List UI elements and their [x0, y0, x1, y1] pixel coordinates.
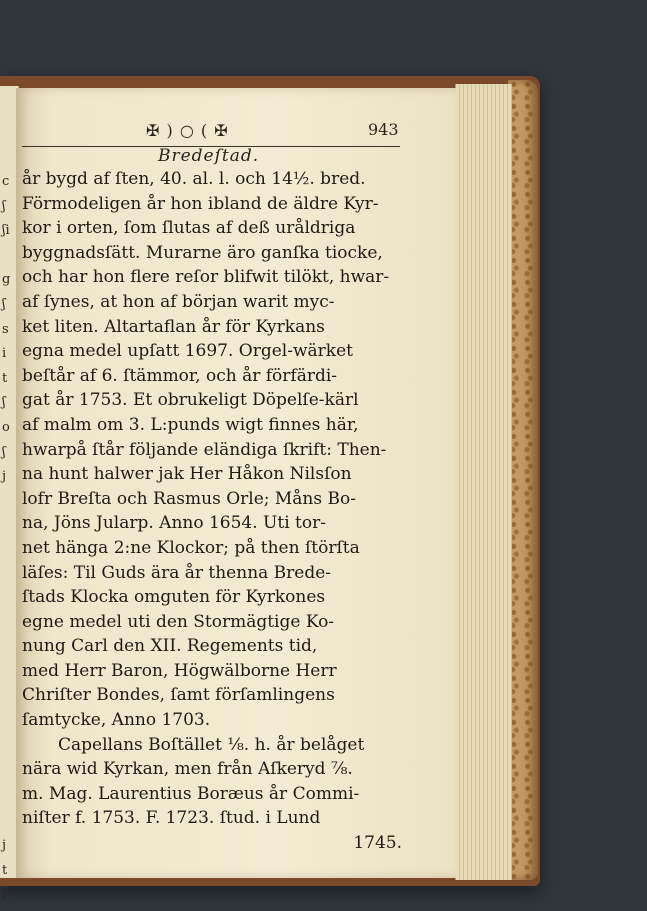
gutter-letter	[2, 736, 16, 761]
text-line: beſtår af 6. ſtämmor, och år förfärdi-	[22, 365, 338, 386]
gutter-letter: g	[2, 272, 11, 288]
gutter-letter: o	[2, 419, 10, 435]
text-line: byggnadsſätt. Murarne äro ganſka tiocke,	[22, 242, 383, 263]
text-line: af malm om 3. L:punds wigt finnes här,	[22, 414, 359, 435]
text-line: med Herr Baron, Högwälborne Herr	[22, 660, 337, 681]
gutter-letter	[2, 711, 16, 736]
gutter-letter	[2, 613, 16, 638]
gutter-letter	[2, 785, 16, 810]
text-line: år bygd af ſten, 40. al. l. och 14½. bred.	[22, 169, 366, 189]
text-line: na hunt halwer jak Her Håkon Nilsſon	[22, 464, 352, 485]
gutter-letter	[2, 662, 16, 687]
gutter-letter	[2, 809, 16, 834]
gutter-letter	[2, 490, 16, 515]
text-line: nung Carl den XII. Regements tid,	[22, 636, 318, 657]
gutter-letter: ʃ	[2, 395, 6, 411]
page-number: 943	[368, 120, 399, 139]
text-line: ſamtycke, Anno 1703.	[22, 710, 211, 731]
gutter-letter: j	[2, 838, 7, 854]
text-line: af ſynes, at hon af början warit myc-	[22, 291, 335, 312]
gutter-letter: i	[2, 346, 7, 362]
gutter-letter	[2, 686, 16, 711]
text-line: niſter f. 1753. F. 1723. ſtud. i Lund	[22, 808, 321, 829]
gutter-letter: t	[2, 370, 8, 386]
text-line: net hänga 2:ne Klockor; på then ſtörſta	[22, 537, 360, 558]
gutter-letter	[2, 760, 16, 785]
gutter-letter: r	[2, 887, 9, 903]
gutter-letter: j	[2, 469, 7, 485]
gutter-letter: ʃ	[2, 444, 6, 460]
text-line: läſes: Til Guds ära år thenna Brede-	[22, 562, 332, 583]
text-line: egna medel upſatt 1697. Orgel-wärket	[22, 341, 353, 362]
gutter-letter: ʃ	[2, 296, 6, 312]
text-line: ſtads Klocka omguten för Kyrkones	[22, 587, 326, 608]
page-text	[22, 167, 404, 856]
gutter-letter: s	[2, 321, 9, 337]
gutter-letter: ʃi	[2, 223, 10, 239]
text-line: egne medel uti den Stormägtige Ko-	[22, 611, 335, 632]
gutter-letter	[2, 514, 16, 539]
text-line: lofr Breſta och Rasmus Orle; Måns Bo-	[22, 488, 356, 509]
text-line: kor i orten, ſom ſlutas af deß uråldriga	[22, 218, 356, 239]
gutter-letter: t	[2, 862, 8, 878]
text-line: na, Jöns Jularp. Anno 1654. Uti tor-	[22, 513, 326, 534]
gutter-letter	[2, 637, 16, 662]
text-line: Förmodeligen år hon ibland de äldre Kyr-	[22, 193, 379, 214]
text-line: nära wid Kyrkan, men från Aſkeryd ⅞.	[22, 759, 353, 780]
text-line: hwarpå ſtår följande eländiga ſkrift: Then-	[22, 439, 387, 460]
gutter-letter	[2, 244, 16, 269]
text-line: ket liten. Altartaflan år för Kyrkans	[22, 316, 325, 337]
running-head: Bredeſtad.	[158, 146, 260, 166]
book-cover-edge	[508, 80, 538, 880]
gutter-letter: ʃ	[2, 198, 6, 214]
gutter-letter	[2, 539, 16, 564]
text-line: och har hon flere reſor blifwit tilökt, hwar-	[22, 267, 390, 288]
text-line: gat år 1753. Et obrukeligt Döpelſe-kärl	[22, 390, 359, 411]
gutter-letter	[2, 588, 16, 613]
text-line: m. Mag. Laurentius Boræus år Commi-	[22, 783, 360, 804]
text-line: Capellans Boſtället ⅛. h. år belåget	[58, 734, 365, 755]
text-line: 1745.	[353, 833, 402, 854]
gutter-letter: c	[2, 174, 10, 189]
gutter-letters	[2, 170, 16, 908]
header-ornament: ✠ ) ○ ( ✠	[146, 121, 229, 140]
gutter-letter	[2, 564, 16, 589]
page-fore-edge	[455, 84, 512, 880]
text-line: Chriſter Bondes, ſamt förſamlingens	[22, 685, 335, 706]
